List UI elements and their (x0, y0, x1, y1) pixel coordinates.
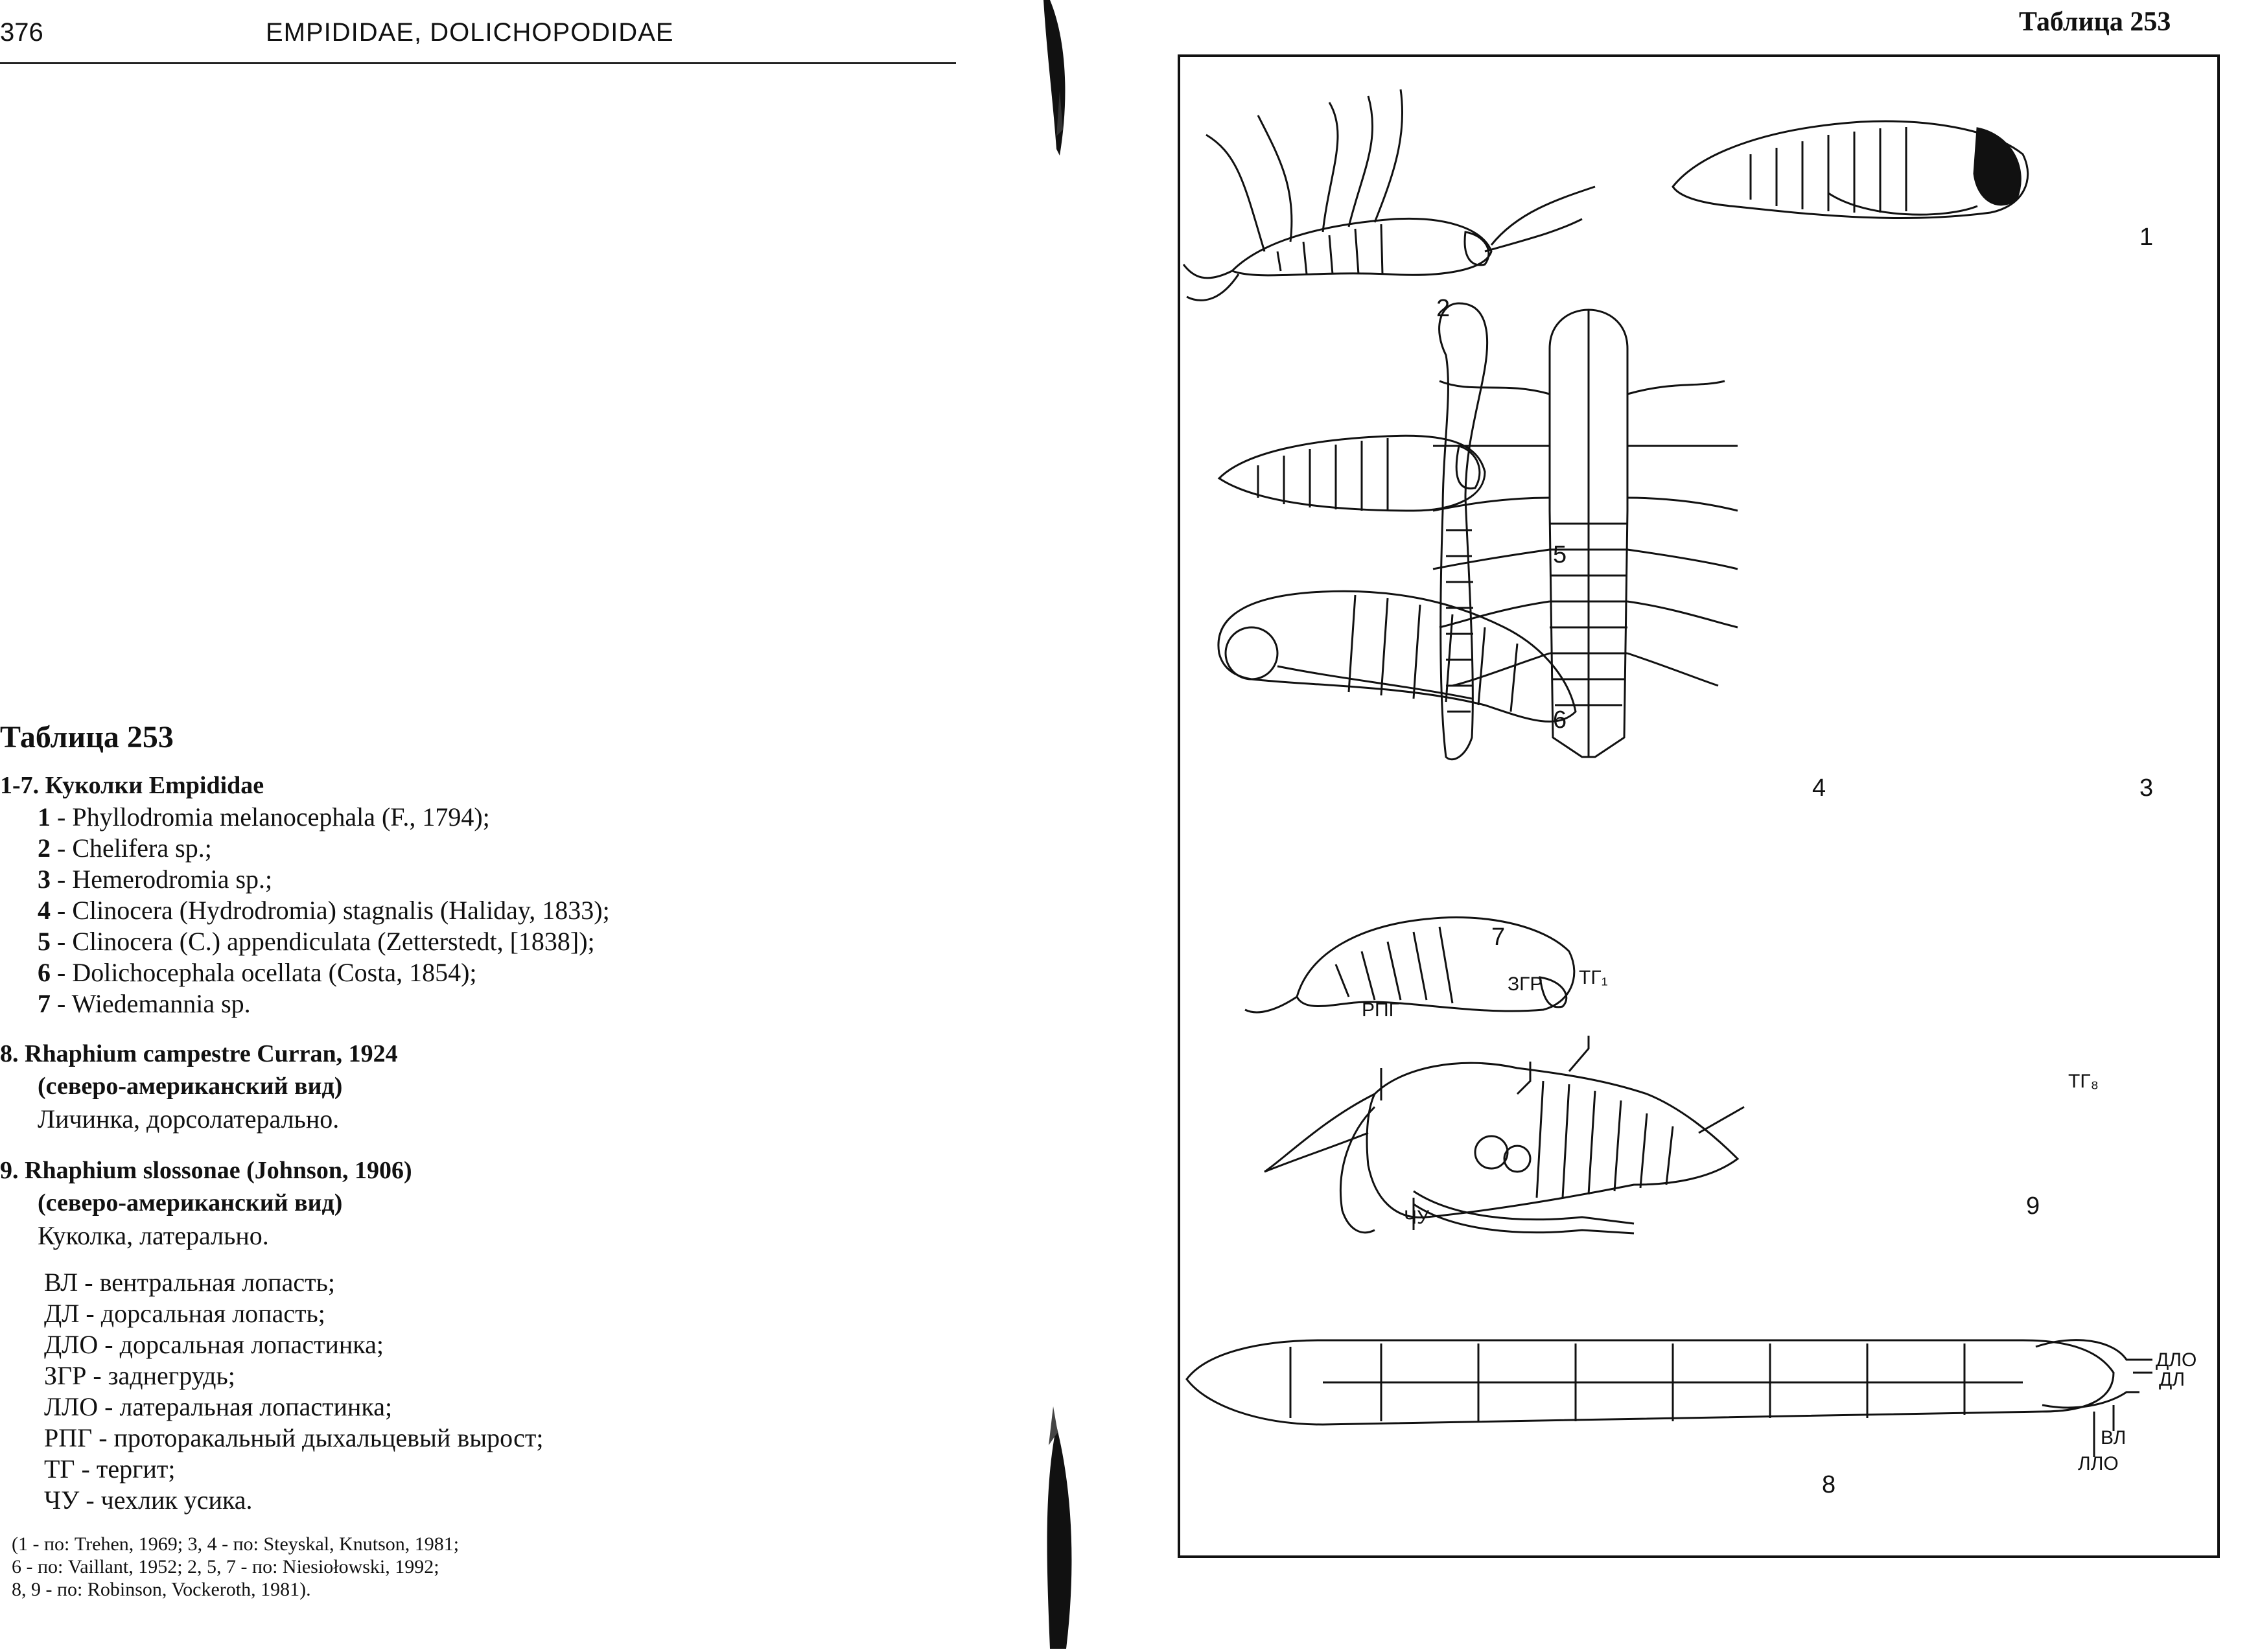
right-plate-title: Таблица 253 (2019, 7, 2171, 37)
item8-title: 8. Rhaphium campestre Curran, 1924 (0, 1040, 398, 1067)
abbreviation-item: ДЛО - дорсальная лопастинка; (44, 1330, 384, 1359)
species-entry: 3 - Hemerodromia sp.; (38, 865, 273, 894)
figure-number: 8 (1822, 1471, 1836, 1498)
label-dl: ДЛ (2159, 1369, 2185, 1390)
item8-subtitle: (северо-американский вид) (38, 1073, 343, 1100)
figure-number: 5 (1553, 541, 1567, 568)
abbreviation-list (0, 1267, 953, 1516)
label-vl: ВЛ (2101, 1427, 2127, 1448)
label-chu: ЧУ (1404, 1207, 1430, 1228)
running-head: EMPIDIDAE, DOLICHOPODIDAE (266, 18, 674, 47)
label-tg8: ТГ₈ (2068, 1071, 2099, 1092)
item9-desc: Куколка, латерально. (38, 1221, 269, 1250)
abbreviation-item: ЧУ - чехлик усика. (44, 1485, 253, 1515)
abbreviation-item: ЗГР - заднегрудь; (44, 1361, 235, 1390)
abbreviation-item: ЛЛО - латеральная лопастинка; (44, 1392, 393, 1421)
figure-number: 1 (2139, 224, 2154, 251)
item9-title: 9. Rhaphium slossonae (Johnson, 1906) (0, 1157, 412, 1184)
item9-section (0, 1154, 953, 1253)
larva-8-drawing (1187, 1340, 2139, 1425)
figure-number: 3 (2139, 774, 2154, 802)
source-line: 6 - по: Vaillant, 1952; 2, 5, 7 - по: Niesiołowski, 1992; (12, 1556, 439, 1577)
abbreviation-item: ТГ - тергит; (44, 1454, 176, 1483)
species-entry: 4 - Clinocera (Hydrodromia) stagnalis (Haliday, 1833); (38, 896, 610, 925)
pupa-9-drawing (1264, 1063, 1738, 1233)
item8-desc: Личинка, дорсолатерально. (38, 1104, 340, 1134)
label-dlo: ДЛО (2156, 1349, 2197, 1371)
label-zgr: ЗГР (1508, 973, 1543, 995)
figure-number: 9 (2026, 1192, 2040, 1220)
left-page-header (0, 10, 956, 64)
label-llo: ЛЛО (2078, 1453, 2119, 1474)
source-line: (1 - по: Trehen, 1969; 3, 4 - по: Steyskal, Knutson, 1981; (12, 1533, 460, 1555)
source-line: 8, 9 - по: Robinson, Vockeroth, 1981). (12, 1579, 311, 1600)
pupa-2-drawing (1183, 89, 1595, 300)
figure-number: 2 (1436, 295, 1451, 322)
pupa-1-drawing (1673, 121, 2028, 218)
item8-section (0, 1038, 953, 1136)
source-references (12, 1533, 953, 1601)
species-entry: 1 - Phyllodromia melanocephala (F., 1794); (38, 802, 490, 832)
book-gutter (1031, 0, 1089, 1649)
figure-plate (1178, 54, 2220, 1558)
species-entry: 6 - Dolichocephala ocellata (Costa, 1854); (38, 958, 477, 987)
abbreviation-item: РПГ - проторакальный дыхальцевый вырост; (44, 1423, 544, 1452)
abbreviation-item: ВЛ - вентральная лопасть; (44, 1268, 335, 1297)
group-title: 1-7. Куколки Empididae (0, 772, 264, 799)
figure-drawings (1180, 57, 2217, 1555)
figure-number: 6 (1553, 706, 1567, 734)
pupa-7-drawing (1245, 917, 1574, 1012)
plate-heading: Таблица 253 (0, 720, 174, 754)
figure-number: 4 (1812, 774, 1826, 802)
species-entry: 2 - Chelifera sp.; (38, 833, 212, 863)
plate-caption (0, 719, 953, 1601)
page-number: 376 (0, 18, 43, 47)
label-tg1: ТГ₁ (1579, 967, 1608, 988)
pupa-6-drawing (1218, 591, 1576, 721)
species-entry: 7 - Wiedemannia sp. (38, 989, 251, 1018)
item9-subtitle: (северо-американский вид) (38, 1189, 343, 1216)
species-entry: 5 - Clinocera (C.) appendiculata (Zetterstedt, [1838]); (38, 927, 595, 956)
label-rpg: РПГ (1362, 999, 1399, 1021)
figure-number: 7 (1491, 924, 1506, 951)
abbreviation-item: ДЛ - дорсальная лопасть; (44, 1299, 325, 1328)
